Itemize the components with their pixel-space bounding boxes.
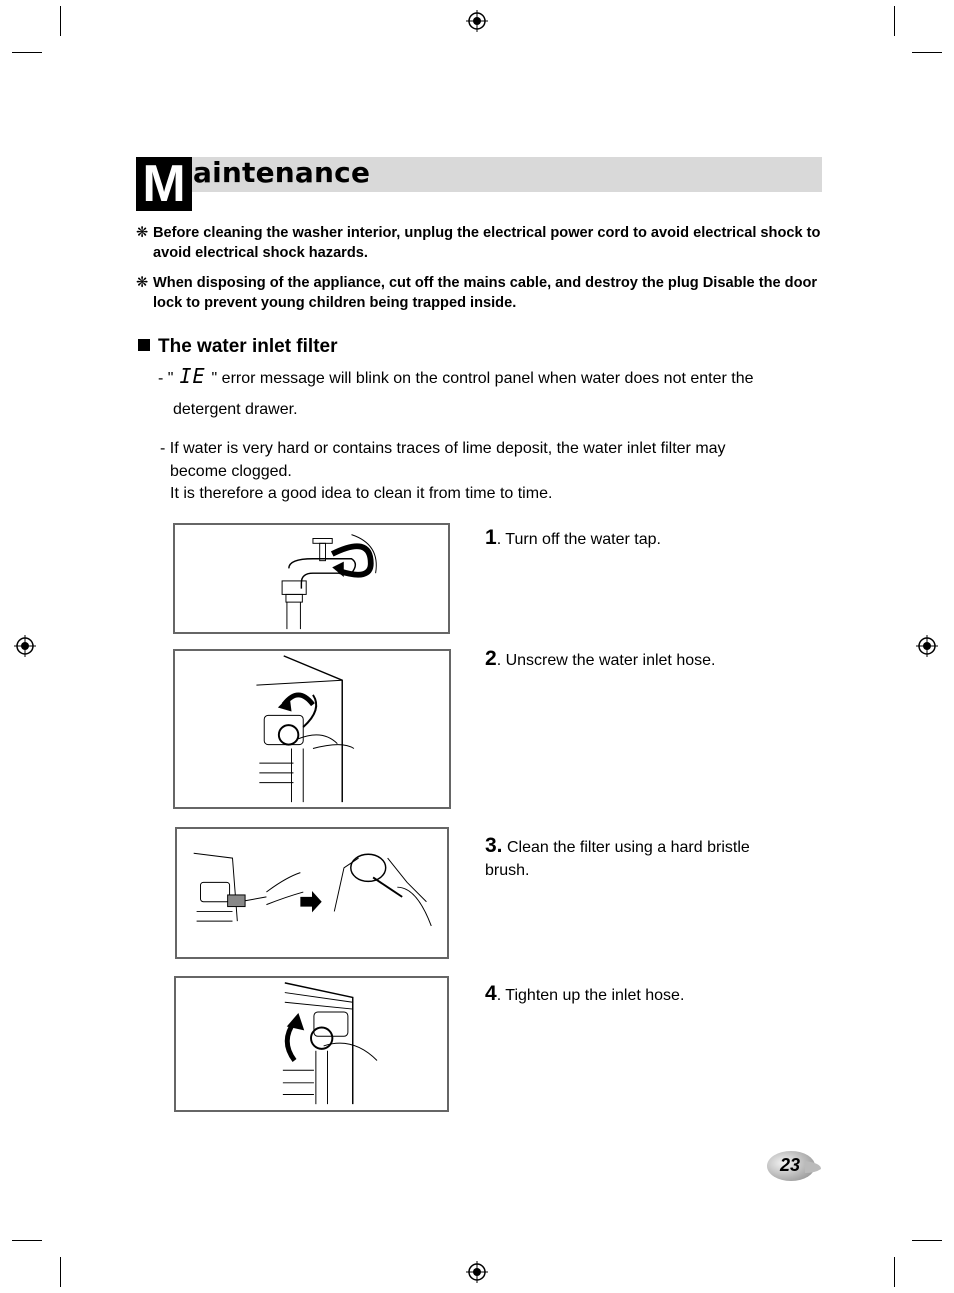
step-text: Clean the filter using a hard bristle brush. — [485, 839, 750, 879]
illustration-water-tap — [173, 523, 450, 634]
crop-mark — [60, 6, 61, 36]
tighten-hose-icon — [176, 978, 447, 1110]
step-separator: . — [496, 987, 506, 1004]
step-separator: . — [496, 531, 506, 548]
paragraph-error — [158, 365, 754, 390]
note-mark: ❋ — [136, 275, 149, 291]
section-title-text: The water inlet filter — [158, 336, 338, 357]
step-text: Unscrew the water inlet hose. — [505, 652, 716, 669]
step-text: Tighten up the inlet hose. — [505, 987, 685, 1004]
error-code: IE — [179, 364, 206, 388]
warning-note — [136, 223, 826, 263]
step-number: 1 — [485, 526, 497, 549]
illustration-unscrew-hose — [173, 649, 451, 809]
registration-mark-icon — [916, 635, 938, 657]
crop-mark — [894, 6, 895, 36]
note-text: Before cleaning the washer interior, unplug the electrical power cord to avoid electrical shock to avoid electrical shock hazards. — [153, 225, 821, 261]
step-4 — [485, 982, 785, 1007]
paragraph-error-line2: detergent drawer. — [173, 401, 298, 418]
crop-mark — [12, 1240, 42, 1241]
water-tap-icon — [175, 525, 448, 632]
illustration-tighten-hose — [174, 976, 449, 1112]
unscrew-hose-icon — [175, 651, 449, 807]
crop-mark — [912, 1240, 942, 1241]
step-1 — [485, 526, 785, 551]
para-suffix: " error message will blink on the control panel when water does not enter the — [211, 370, 754, 387]
step-separator: . — [496, 652, 506, 669]
note-text: When disposing of the appliance, cut off the mains cable, and destroy the plug Disable the door lock to prevent young children being trapped inside. — [153, 275, 818, 311]
step-3 — [485, 834, 765, 882]
illustration-clean-filter — [175, 827, 449, 959]
step-number: 2 — [485, 647, 497, 670]
para-prefix: - " — [158, 370, 174, 387]
registration-mark-icon — [466, 10, 488, 32]
page-number: 23 — [779, 1155, 801, 1175]
step-text: Turn off the water tap. — [505, 531, 661, 548]
warning-note — [136, 273, 826, 313]
paragraph-hard-water-line3: It is therefore a good idea to clean it from time to time. — [170, 485, 553, 502]
step-number: 4 — [485, 982, 497, 1005]
step-2 — [485, 647, 785, 672]
registration-mark-icon — [14, 635, 36, 657]
page-title: aintenance — [193, 156, 371, 189]
crop-mark — [12, 52, 42, 53]
paragraph-hard-water-line1: - If water is very hard or contains traces of lime deposit, the water inlet filter may — [160, 440, 726, 457]
step-number: 3. — [485, 834, 503, 857]
crop-mark — [60, 1257, 61, 1287]
paragraph-hard-water-line2: become clogged. — [170, 463, 292, 480]
square-bullet-icon — [138, 339, 150, 351]
header-initial: M — [136, 157, 192, 211]
note-mark: ❋ — [136, 225, 149, 241]
registration-mark-icon — [466, 1261, 488, 1283]
crop-mark — [912, 52, 942, 53]
section-title — [138, 336, 337, 358]
clean-filter-icon — [177, 829, 447, 957]
crop-mark — [894, 1257, 895, 1287]
